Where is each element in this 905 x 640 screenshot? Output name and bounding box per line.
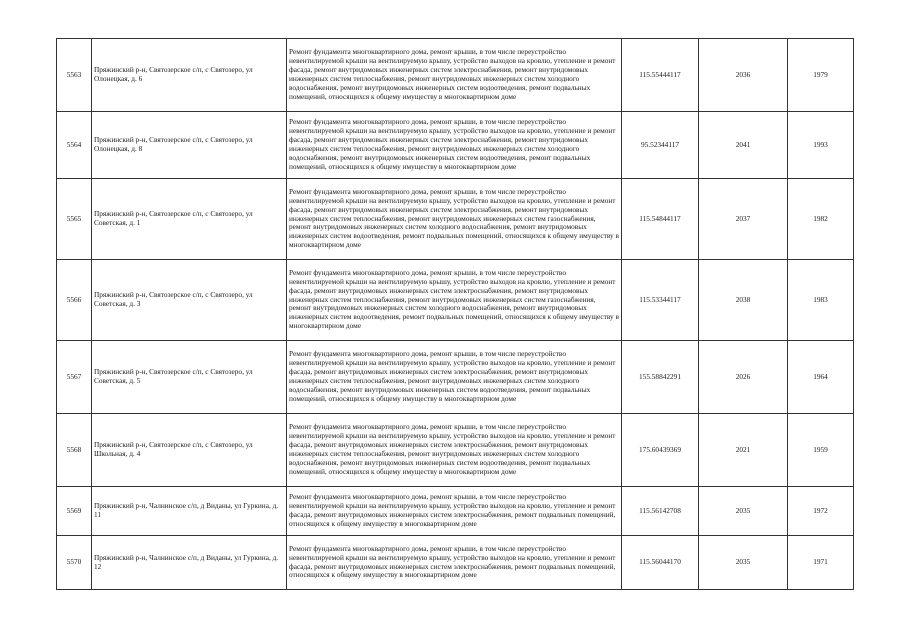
works-cell: Ремонт фундамента многоквартирного дома, ремонт крыши, в том числе переустройство невентилируемой крыши на вентилируемую крышу, устройство выходов на кровлю, утепление и ремонт фасада, ремонт внутридомовых инженерных систем электроснабжения, ремонт подвальных помещений, относящихся к общему имуществу в многоквартирном доме (287, 487, 622, 536)
table-row (57, 414, 854, 487)
cost-cell: 175.60439369 (622, 414, 699, 487)
row-number: 5565 (57, 179, 92, 260)
address-cell: Пряжинский р-н, Святозерское с/п, с Святозеро, ул Советская, д. 1 (92, 179, 287, 260)
address-cell: Пряжинский р-н, Святозерское с/п, с Святозеро, ул Олонецкая, д. 8 (92, 112, 287, 179)
works-cell: Ремонт фундамента многоквартирного дома, ремонт крыши, в том числе переустройство невентилируемой крыши на вентилируемую крышу, устройство выходов на кровлю, утепление и ремонт фасада, ремонт внутридомовых инженерных систем электроснабжения, ремонт внутридомовых инженерных систем теплоснабжения, ремонт внутридомовых инженерных систем холодного водоснабжения, ремонт внутридомовых инженерных систем водоотведения, ремонт подвальных помещений, относящихся к общему имуществу в многоквартирном доме (287, 341, 622, 414)
row-number: 5563 (57, 39, 92, 112)
row-number: 5570 (57, 536, 92, 590)
works-cell: Ремонт фундамента многоквартирного дома, ремонт крыши, в том числе переустройство невентилируемой крыши на вентилируемую крышу, устройство выходов на кровлю, утепление и ремонт фасада, ремонт внутридомовых инженерных систем электроснабжения, ремонт внутридомовых инженерных систем теплоснабжения, ремонт внутридомовых инженерных систем холодного водоснабжения, ремонт внутридомовых инженерных систем водоотведения, ремонт подвальных помещений, относящихся к общему имуществу в многоквартирном доме (287, 414, 622, 487)
address-cell: Пряжинский р-н, Святозерское с/п, с Святозеро, ул Школьная, д. 4 (92, 414, 287, 487)
works-cell: Ремонт фундамента многоквартирного дома, ремонт крыши, в том числе переустройство невентилируемой крыши на вентилируемую крышу, устройство выходов на кровлю, утепление и ремонт фасада, ремонт внутридомовых инженерных систем электроснабжения, ремонт подвальных помещений, относящихся к общему имуществу в многоквартирном доме (287, 536, 622, 590)
build-year-cell: 1982 (788, 179, 854, 260)
build-year-cell: 1964 (788, 341, 854, 414)
works-cell: Ремонт фундамента многоквартирного дома, ремонт крыши, в том числе переустройство невентилируемой крыши на вентилируемую крышу, устройство выходов на кровлю, утепление и ремонт фасада, ремонт внутридомовых инженерных систем электроснабжения, ремонт внутридомовых инженерных систем теплоснабжения, ремонт внутридомовых инженерных систем холодного водоснабжения, ремонт внутридомовых инженерных систем водоотведения, ремонт подвальных помещений, относящихся к общему имуществу в многоквартирном доме (287, 39, 622, 112)
repair-year-cell: 2021 (699, 414, 788, 487)
row-number: 5569 (57, 487, 92, 536)
works-cell: Ремонт фундамента многоквартирного дома, ремонт крыши, в том числе переустройство невентилируемой крыши на вентилируемую крышу, устройство выходов на кровлю, утепление и ремонт фасада, ремонт внутридомовых инженерных систем электроснабжения, ремонт внутридомовых инженерных систем теплоснабжения, ремонт внутридомовых инженерных систем газоснабжения, ремонт внутридомовых инженерных систем холодного водоснабжения, ремонт внутридомовых инженерных систем водоотведения, ремонт подвальных помещений, относящихся к общему имуществу в многоквартирном доме (287, 179, 622, 260)
works-cell: Ремонт фундамента многоквартирного дома, ремонт крыши, в том числе переустройство невентилируемой крыши на вентилируемую крышу, устройство выходов на кровлю, утепление и ремонт фасада, ремонт внутридомовых инженерных систем электроснабжения, ремонт внутридомовых инженерных систем теплоснабжения, ремонт внутридомовых инженерных систем газоснабжения, ремонт внутридомовых инженерных систем холодного водоснабжения, ремонт внутридомовых инженерных систем водоотведения, ремонт подвальных помещений, относящихся к общему имуществу в многоквартирном доме (287, 260, 622, 341)
cost-cell: 115.55444117 (622, 39, 699, 112)
cost-cell: 115.56142708 (622, 487, 699, 536)
cost-cell: 115.54844117 (622, 179, 699, 260)
repair-year-cell: 2026 (699, 341, 788, 414)
capital-repair-table (56, 38, 854, 590)
address-cell: Пряжинский р-н, Святозерское с/п, с Святозеро, ул Советская, д. 3 (92, 260, 287, 341)
repair-year-cell: 2037 (699, 179, 788, 260)
table-row (57, 260, 854, 341)
repair-year-cell: 2035 (699, 536, 788, 590)
build-year-cell: 1979 (788, 39, 854, 112)
build-year-cell: 1993 (788, 112, 854, 179)
table-row (57, 536, 854, 590)
table-row (57, 341, 854, 414)
cost-cell: 95.52344117 (622, 112, 699, 179)
row-number: 5567 (57, 341, 92, 414)
build-year-cell: 1959 (788, 414, 854, 487)
repair-year-cell: 2035 (699, 487, 788, 536)
table-row (57, 487, 854, 536)
repair-year-cell: 2036 (699, 39, 788, 112)
build-year-cell: 1972 (788, 487, 854, 536)
table-row (57, 179, 854, 260)
repair-year-cell: 2038 (699, 260, 788, 341)
address-cell: Пряжинский р-н, Святозерское с/п, с Святозеро, ул Олонецкая, д. 6 (92, 39, 287, 112)
row-number: 5566 (57, 260, 92, 341)
works-cell: Ремонт фундамента многоквартирного дома, ремонт крыши, в том числе переустройство невентилируемой крыши на вентилируемую крышу, устройство выходов на кровлю, утепление и ремонт фасада, ремонт внутридомовых инженерных систем электроснабжения, ремонт внутридомовых инженерных систем теплоснабжения, ремонт внутридомовых инженерных систем холодного водоснабжения, ремонт внутридомовых инженерных систем водоотведения, ремонт подвальных помещений, относящихся к общему имуществу в многоквартирном доме (287, 112, 622, 179)
cost-cell: 115.53344117 (622, 260, 699, 341)
repair-year-cell: 2041 (699, 112, 788, 179)
build-year-cell: 1971 (788, 536, 854, 590)
address-cell: Пряжинский р-н, Чалнинское с/п, д Виданы, ул Гуркина, д. 12 (92, 536, 287, 590)
table-row (57, 112, 854, 179)
cost-cell: 115.56044170 (622, 536, 699, 590)
cost-cell: 155.58842291 (622, 341, 699, 414)
address-cell: Пряжинский р-н, Святозерское с/п, с Святозеро, ул Советская, д. 5 (92, 341, 287, 414)
row-number: 5568 (57, 414, 92, 487)
build-year-cell: 1983 (788, 260, 854, 341)
address-cell: Пряжинский р-н, Чалнинское с/п, д Виданы, ул Гуркина, д. 11 (92, 487, 287, 536)
row-number: 5564 (57, 112, 92, 179)
table-row (57, 39, 854, 112)
